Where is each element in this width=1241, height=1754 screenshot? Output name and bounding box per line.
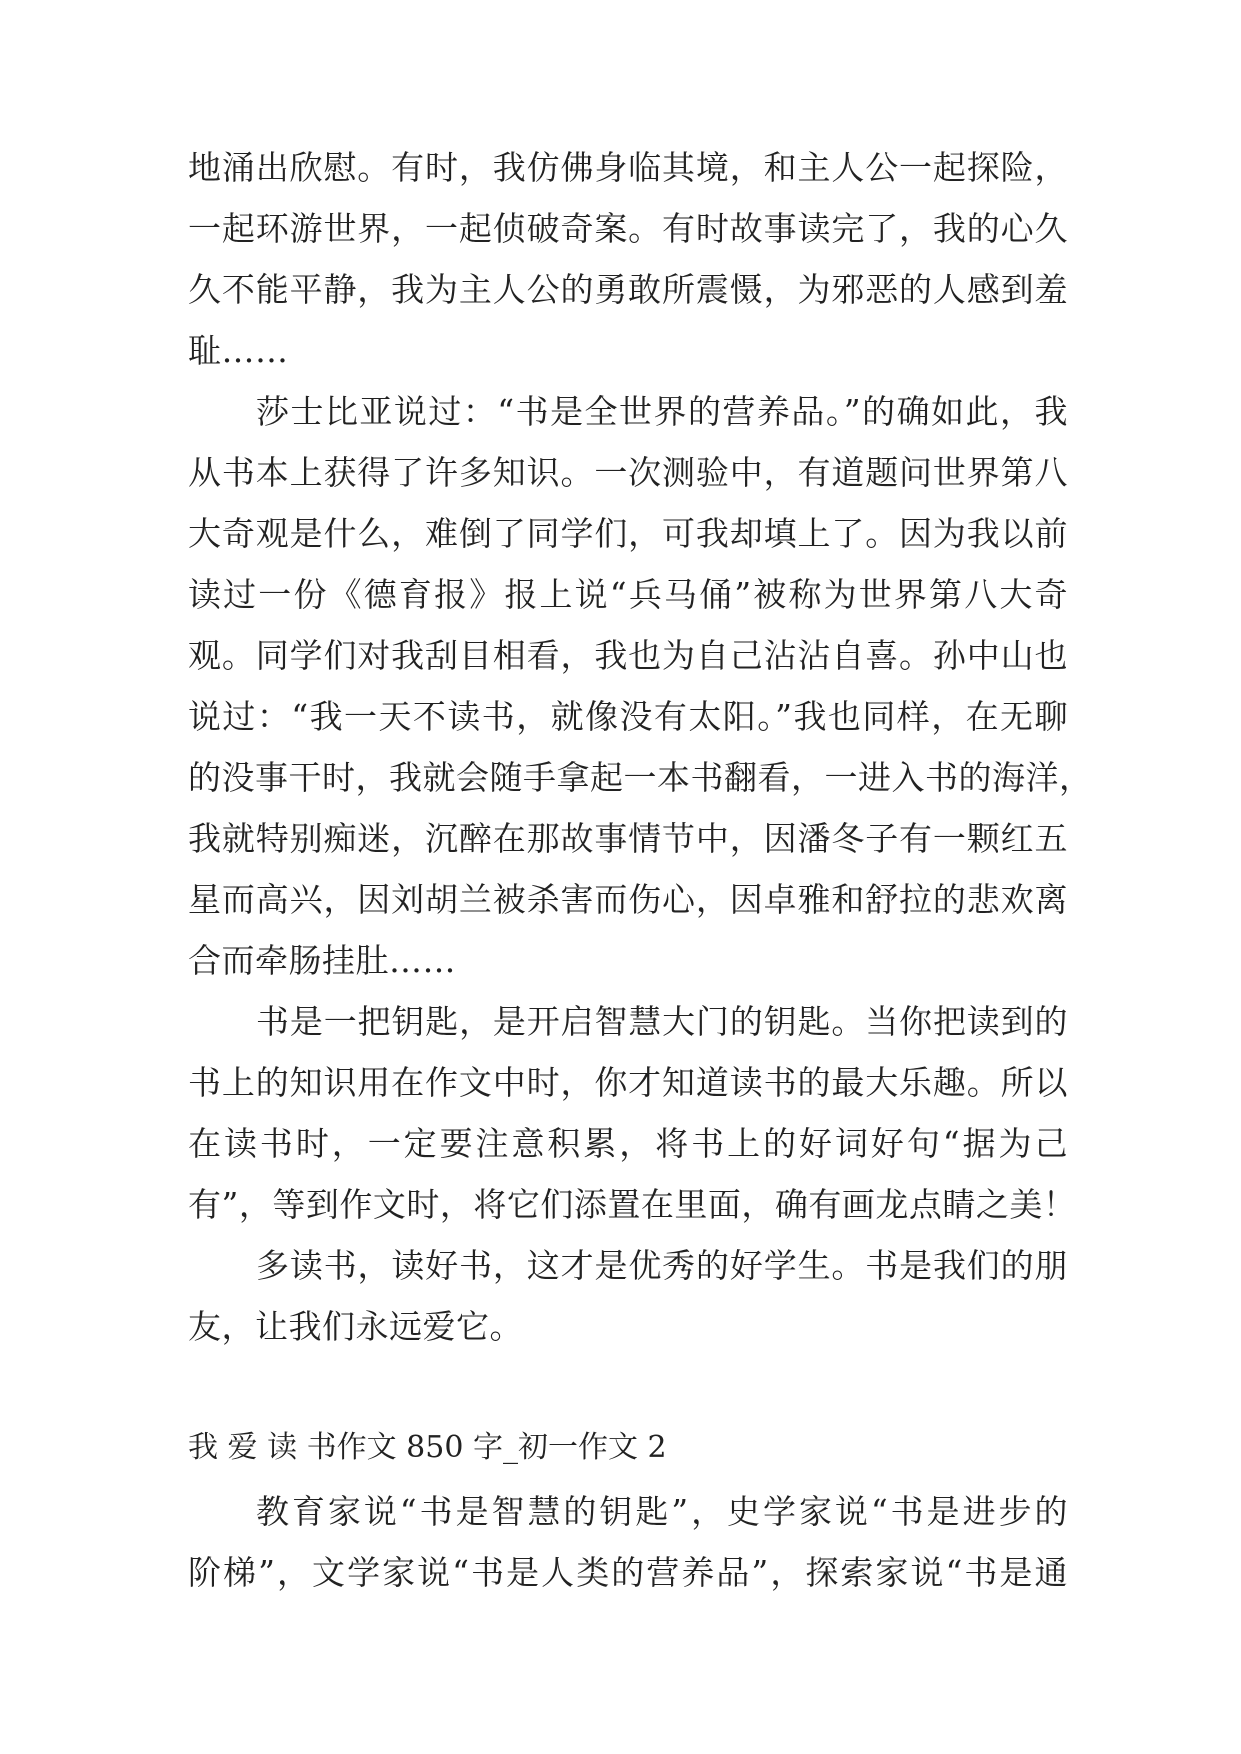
text-line: 阶梯”，文学家说“书是人类的营养品”，探索家说“书是通 xyxy=(188,1553,1068,1592)
text-line: 莎士比亚说过：“书是全世界的营养品。”的确如此，我 xyxy=(256,392,1068,431)
text-line: 教育家说“书是智慧的钥匙”，史学家说“书是进步的 xyxy=(256,1492,1068,1531)
text-line: 耻…… xyxy=(188,331,289,370)
text-line: 友，让我们永远爱它。 xyxy=(188,1307,523,1346)
text-line: 地涌出欣慰。有时，我仿佛身临其境，和主人公一起探险， xyxy=(188,148,1068,187)
text-line: 读过一份《德育报》报上说“兵马俑”被称为世界第八大奇 xyxy=(188,575,1068,614)
text-line: 在读书时，一定要注意积累，将书上的好词好句“据为己 xyxy=(188,1124,1068,1163)
text-line: 多读书，读好书，这才是优秀的好学生。书是我们的朋 xyxy=(256,1246,1068,1285)
text-line: 说过：“我一天不读书，就像没有太阳。”我也同样，在无聊 xyxy=(188,697,1068,736)
section-heading: 我 爱 读 书作文 850 字_初一作文 2 xyxy=(188,1430,667,1465)
text-line: 星而高兴，因刘胡兰被杀害而伤心，因卓雅和舒拉的悲欢离 xyxy=(188,880,1068,919)
text-line: 一起环游世界，一起侦破奇案。有时故事读完了，我的心久 xyxy=(188,209,1068,248)
text-line: 的没事干时，我就会随手拿起一本书翻看，一进入书的海洋， xyxy=(188,758,1093,797)
text-line: 大奇观是什么，难倒了同学们，可我却填上了。因为我以前 xyxy=(188,514,1068,553)
text-line: 合而牵肠挂肚…… xyxy=(188,941,456,980)
text-line: 书是一把钥匙，是开启智慧大门的钥匙。当你把读到的 xyxy=(256,1002,1068,1041)
text-line: 有”，等到作文时，将它们添置在里面，确有画龙点睛之美！ xyxy=(188,1185,1077,1224)
text-line: 书上的知识用在作文中时，你才知道读书的最大乐趣。所以 xyxy=(188,1063,1068,1102)
text-line: 久不能平静，我为主人公的勇敢所震慑，为邪恶的人感到羞 xyxy=(188,270,1068,309)
text-line: 观。同学们对我刮目相看，我也为自己沾沾自喜。孙中山也 xyxy=(188,636,1068,675)
text-line: 从书本上获得了许多知识。一次测验中，有道题问世界第八 xyxy=(188,453,1068,492)
text-line: 我就特别痴迷，沉醉在那故事情节中，因潘冬子有一颗红五 xyxy=(188,819,1068,858)
